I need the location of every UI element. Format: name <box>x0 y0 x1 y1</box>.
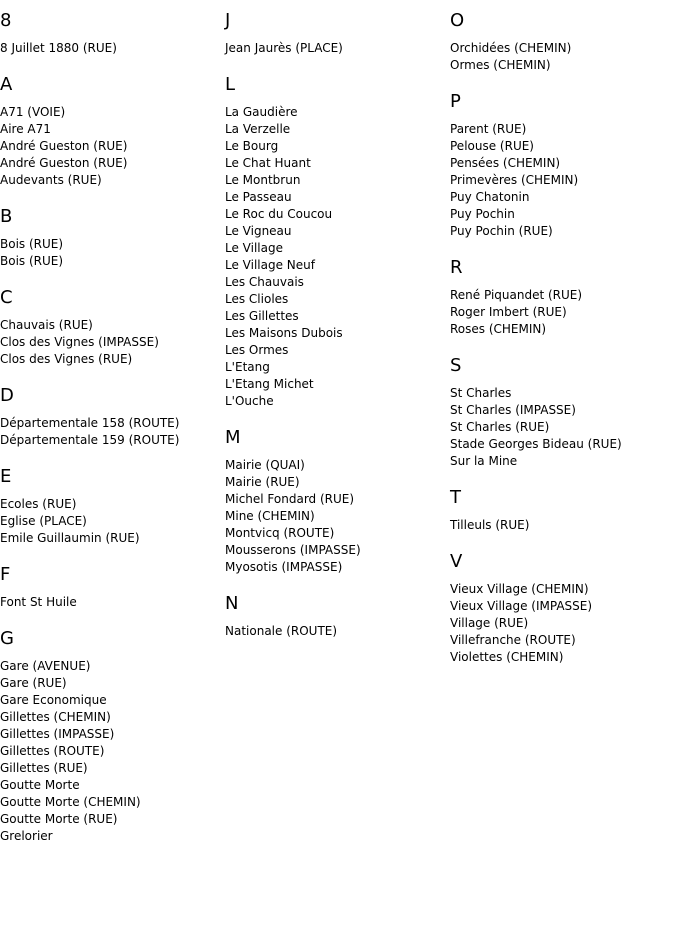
street-name: Le Chat Huant <box>225 156 311 170</box>
street-name: Primevères (CHEMIN) <box>450 173 579 187</box>
section-letter-heading: P <box>450 91 461 112</box>
street-list <box>0 236 220 270</box>
street-name: 8 Juillet 1880 (RUE) <box>0 41 117 55</box>
section-letter-heading: 8 <box>0 10 12 31</box>
street-name: La Gaudière <box>225 105 298 119</box>
street-name: La Verzelle <box>225 122 291 136</box>
letter-section <box>225 593 445 640</box>
section-letter-heading: E <box>0 466 12 487</box>
section-letter-heading: T <box>450 487 461 508</box>
street-name: Goutte Morte (RUE) <box>0 812 118 826</box>
street-name: Le Village Neuf <box>225 258 315 272</box>
section-letter-heading: J <box>225 10 231 31</box>
street-name: Le Montbrun <box>225 173 301 187</box>
letter-section <box>450 10 670 74</box>
street-name: Gillettes (ROUTE) <box>0 744 105 758</box>
street-name: Clos des Vignes (IMPASSE) <box>0 335 159 349</box>
street-name: Font St Huile <box>0 595 77 609</box>
section-letter-heading: B <box>0 206 13 227</box>
section-letter-heading: R <box>450 257 463 278</box>
letter-section <box>450 487 670 534</box>
section-letter-heading: V <box>450 551 463 572</box>
letter-section <box>225 427 445 576</box>
letter-section <box>0 628 220 845</box>
letter-section <box>450 355 670 470</box>
street-name: Tilleuls (RUE) <box>450 518 530 532</box>
street-list <box>0 594 220 611</box>
street-list <box>0 104 220 189</box>
street-name: Eglise (PLACE) <box>0 514 87 528</box>
street-name: L'Ouche <box>225 394 274 408</box>
street-name: Mairie (QUAI) <box>225 458 305 472</box>
letter-section <box>450 551 670 666</box>
street-name: Michel Fondard (RUE) <box>225 492 355 506</box>
street-name: Sur la Mine <box>450 454 518 468</box>
letter-section <box>0 206 220 270</box>
section-letter-heading: C <box>0 287 13 308</box>
section-letter-heading: D <box>0 385 14 406</box>
street-name: Gillettes (CHEMIN) <box>0 710 111 724</box>
street-name: Les Clioles <box>225 292 289 306</box>
street-name: Le Passeau <box>225 190 292 204</box>
street-name: Roger Imbert (RUE) <box>450 305 567 319</box>
street-list <box>450 121 670 240</box>
street-name: Le Vigneau <box>225 224 292 238</box>
street-name: Puy Chatonin <box>450 190 530 204</box>
street-name: Gillettes (RUE) <box>0 761 88 775</box>
street-name: Chauvais (RUE) <box>0 318 93 332</box>
street-name: Orchidées (CHEMIN) <box>450 41 572 55</box>
street-name: Myosotis (IMPASSE) <box>225 560 343 574</box>
street-name: Gare (RUE) <box>0 676 67 690</box>
street-name: Montvicq (ROUTE) <box>225 526 335 540</box>
street-name: L'Etang Michet <box>225 377 314 391</box>
street-name: Pelouse (RUE) <box>450 139 534 153</box>
street-list <box>450 517 670 534</box>
street-name: Violettes (CHEMIN) <box>450 650 564 664</box>
street-list <box>225 457 445 576</box>
street-name: Clos des Vignes (RUE) <box>0 352 133 366</box>
street-name: Vieux Village (CHEMIN) <box>450 582 589 596</box>
street-name: Goutte Morte (CHEMIN) <box>0 795 141 809</box>
street-name: Grelorier <box>0 829 53 843</box>
street-name: Village (RUE) <box>450 616 529 630</box>
street-name: Mousserons (IMPASSE) <box>225 543 361 557</box>
street-name: Les Maisons Dubois <box>225 326 343 340</box>
section-letter-heading: L <box>225 74 236 95</box>
street-name: Départementale 159 (ROUTE) <box>0 433 180 447</box>
street-name: A71 (VOIE) <box>0 105 66 119</box>
street-name: Bois (RUE) <box>0 254 64 268</box>
street-name: Roses (CHEMIN) <box>450 322 547 336</box>
street-name: Gillettes (IMPASSE) <box>0 727 115 741</box>
section-letter-heading: F <box>0 564 11 585</box>
street-list <box>0 496 220 547</box>
street-name: Mairie (RUE) <box>225 475 300 489</box>
street-name: Bois (RUE) <box>0 237 64 251</box>
street-name: Ormes (CHEMIN) <box>450 58 551 72</box>
street-name: Les Chauvais <box>225 275 304 289</box>
street-list <box>0 40 220 57</box>
letter-section <box>0 287 220 368</box>
street-name: Audevants (RUE) <box>0 173 102 187</box>
street-name: Parent (RUE) <box>450 122 527 136</box>
street-name: Stade Georges Bideau (RUE) <box>450 437 622 451</box>
street-name: Emile Guillaumin (RUE) <box>0 531 140 545</box>
street-name: Villefranche (ROUTE) <box>450 633 576 647</box>
street-name: Jean Jaurès (PLACE) <box>225 41 343 55</box>
street-list <box>450 581 670 666</box>
street-index-column-3 <box>450 10 670 683</box>
letter-section <box>450 91 670 240</box>
street-list <box>450 385 670 470</box>
section-letter-heading: O <box>450 10 465 31</box>
letter-section <box>0 10 220 57</box>
street-index-column-2 <box>225 10 445 657</box>
street-name: Gare (AVENUE) <box>0 659 91 673</box>
street-name: Gare Economique <box>0 693 107 707</box>
letter-section <box>0 564 220 611</box>
section-letter-heading: M <box>225 427 241 448</box>
letter-section <box>0 385 220 449</box>
street-name: Les Ormes <box>225 343 289 357</box>
letter-section <box>0 466 220 547</box>
street-name: Vieux Village (IMPASSE) <box>450 599 593 613</box>
street-name: St Charles (RUE) <box>450 420 550 434</box>
letter-section <box>225 10 445 57</box>
street-list <box>450 287 670 338</box>
street-name: Mine (CHEMIN) <box>225 509 315 523</box>
street-name: Goutte Morte <box>0 778 80 792</box>
street-name: Pensées (CHEMIN) <box>450 156 561 170</box>
section-letter-heading: N <box>225 593 239 614</box>
street-index-column-1 <box>0 10 220 862</box>
letter-section <box>225 74 445 410</box>
street-list <box>450 40 670 74</box>
street-list <box>0 415 220 449</box>
section-letter-heading: G <box>0 628 14 649</box>
section-letter-heading: A <box>0 74 13 95</box>
street-list <box>0 658 220 845</box>
street-name: Le Village <box>225 241 283 255</box>
street-name: André Gueston (RUE) <box>0 139 128 153</box>
street-name: Puy Pochin (RUE) <box>450 224 553 238</box>
street-list <box>225 40 445 57</box>
street-name: Aire A71 <box>0 122 51 136</box>
street-name: Le Bourg <box>225 139 279 153</box>
section-letter-heading: S <box>450 355 462 376</box>
street-name: Le Roc du Coucou <box>225 207 333 221</box>
street-name: Ecoles (RUE) <box>0 497 77 511</box>
street-list <box>225 104 445 410</box>
street-list <box>0 317 220 368</box>
street-name: L'Etang <box>225 360 270 374</box>
street-name: Nationale (ROUTE) <box>225 624 338 638</box>
street-list <box>225 623 445 640</box>
street-name: St Charles <box>450 386 512 400</box>
street-name: Départementale 158 (ROUTE) <box>0 416 180 430</box>
street-name: Les Gillettes <box>225 309 299 323</box>
letter-section <box>450 257 670 338</box>
street-name: St Charles (IMPASSE) <box>450 403 576 417</box>
street-name: Puy Pochin <box>450 207 515 221</box>
letter-section <box>0 74 220 189</box>
street-name: André Gueston (RUE) <box>0 156 128 170</box>
street-name: René Piquandet (RUE) <box>450 288 583 302</box>
